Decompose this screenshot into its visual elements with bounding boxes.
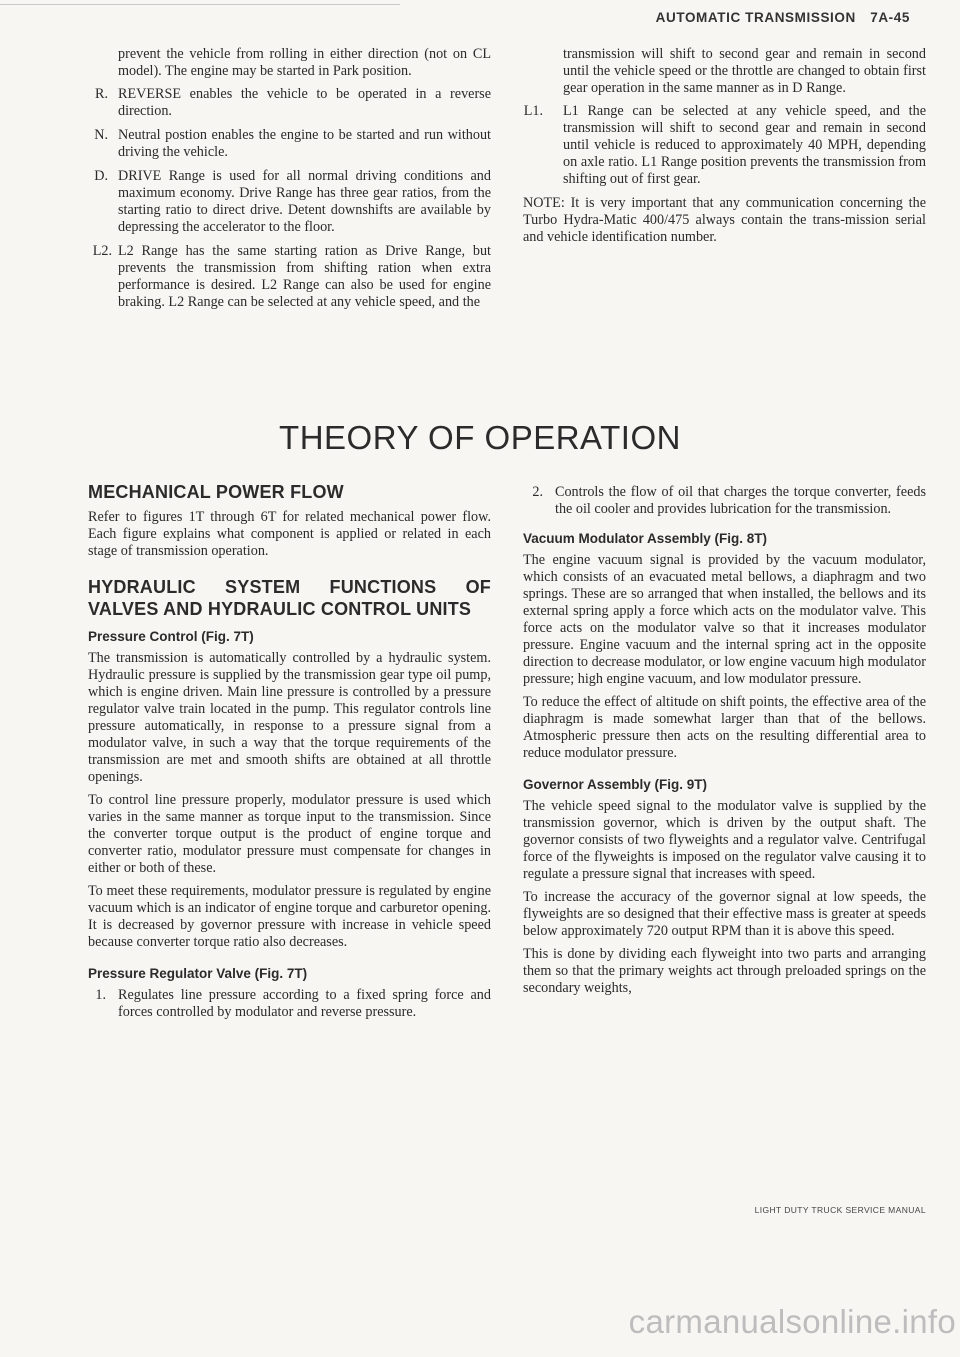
heading-mechanical-power-flow: MECHANICAL POWER FLOW (88, 482, 344, 502)
list-text: REVERSE enables the vehicle to be operated in a reverse direction. (118, 86, 491, 119)
section-title: THEORY OF OPERATION (279, 419, 681, 456)
list-label: R. (94, 86, 108, 102)
paragraph: This is done by dividing each flyweight into two parts and arranging them so that the primary weights act through preloaded springs on the secondary weights, (523, 946, 926, 996)
list-label: 2. (532, 484, 543, 500)
list-text: Regulates line pressure according to a fixed spring force and forces controlled by modulator and reverse pressure. (118, 987, 491, 1020)
list-label: N. (94, 127, 108, 143)
list-item-2 (523, 484, 926, 518)
header-title: AUTOMATIC TRANSMISSION (655, 10, 856, 25)
list-label: L2. (92, 243, 112, 259)
top-rule (0, 4, 400, 5)
list-text: Neutral postion enables the engine to be started and run without driving the vehicle. (118, 127, 491, 160)
paragraph: To meet these requirements, modulator pressure is regulated by engine vacuum which is an indicator of engine torque and carburetor opening. It is decreased by governor pressure with increase in vehicle speed because converter torque ratio also decreases. (88, 883, 491, 950)
lower-left-column (88, 481, 491, 1028)
list-item-reverse (88, 86, 491, 120)
paragraph: Refer to figures 1T through 6T for related mechanical power flow. Each figure explains what component is applied or related in each stage of transmission operation. (88, 509, 491, 559)
paragraph: The engine vacuum signal is provided by the vacuum modulator, which consists of an evacuated metal bellows, a diaphragm and two springs. These are so arranged that when installed, the bellows and its external spring apply a force which acts on the modulator valve. This force acts on the modulator valve so that it increases modulator pressure. Engine vacuum and the internal spring act in the opposite direction to decrease modulator, or low engine vacuum high modulator pressure; high engine vacuum, and low modulator pressure. (523, 552, 926, 687)
list-item-l2 (88, 243, 491, 311)
paragraph: The transmission is automatically controlled by a hydraulic system. Hydraulic pressure is supplied by the transmission gear type oil pump, which is engine driven. Main line pressure is controlled by a pressure regulator valve train located in the pump. This regulator controls line pressure automatically, in response to a pressure signal from a modulator valve, in such a way that the torque requirements of the transmission are met and smooth shifts are obtained at all throttle openings. (88, 650, 491, 785)
list-label: D. (94, 168, 108, 184)
serial-note: NOTE: It is very important that any communication concerning the Turbo Hydra-Matic 400/475 always contain the trans-mission serial and vehicle identification number. (523, 195, 926, 245)
list-text: Controls the flow of oil that charges the torque converter, feeds the oil cooler and provides lubrication for the transmission. (555, 484, 926, 517)
paragraph: To control line pressure properly, modulator pressure is used which varies in the same manner as torque input to the transmission. Since the converter torque output is the product of engine torque and converter ratio, modulator pressure must compensate for changes in either or both of these. (88, 792, 491, 876)
footer-manual-title: LIGHT DUTY TRUCK SERVICE MANUAL (754, 1205, 926, 1215)
list-label: L1. (523, 103, 543, 119)
list-item-neutral (88, 127, 491, 161)
top-left-column (88, 46, 491, 318)
list-text: DRIVE Range is used for all normal driving conditions and maximum economy. Drive Range has three gear ratios, from the starting ratio to direct drive. Detent downshifts are available by depressing the accelerator to the floor. (118, 168, 491, 235)
watermark: carmanualsonline.info (628, 1303, 956, 1340)
park-continuation: prevent the vehicle from rolling in either direction (not on CL model). The engine may be started in Park position. (118, 46, 491, 79)
top-right-column (523, 46, 926, 252)
list-item-1 (88, 987, 491, 1021)
l2-continuation: transmission will shift to second gear and remain in second until the vehicle speed or the throttle are changed to obtain first gear operation in the same manner as in D Range. (563, 46, 926, 96)
paragraph: To increase the accuracy of the governor signal at low speeds, the flyweights are so designed that their effective mass is greater at speeds below approximately 720 output RPM than it is above this speed. (523, 889, 926, 939)
heading-vacuum-modulator: Vacuum Modulator Assembly (Fig. 8T) (523, 531, 768, 546)
paragraph: To reduce the effect of altitude on shift points, the effective area of the diaphragm is made somewhat larger than that of the bellows. Atmospheric pressure then acts on the resulting differential area to reduce modulator pressure. (523, 694, 926, 761)
list-text: L2 Range has the same starting ration as Drive Range, but prevents the transmission from shifting ration when extra performance is desired. L2 Range can also be used for engine braking. L2 Range can be selected at any vehicle speed, and the (118, 243, 491, 310)
page-header (656, 10, 910, 25)
list-text: L1 Range can be selected at any vehicle speed, and the transmission will shift to second gear and remain in second until vehicle is reduced to approximately 40 MPH, depending on axle ratio. L1 Range position prevents the transmission from shifting out of first gear. (563, 103, 926, 187)
page-number: 7A-45 (870, 10, 910, 25)
heading-pressure-control: Pressure Control (Fig. 7T) (88, 629, 254, 644)
list-item-l1 (523, 103, 926, 188)
list-label: 1. (95, 987, 106, 1003)
heading-hydraulic-system: HYDRAULIC SYSTEM FUNCTIONS OF VALVES AND HYDRAULIC CONTROL UNITS (88, 577, 491, 619)
paragraph: The vehicle speed signal to the modulator valve is supplied by the transmission governor, which is driven by the output shaft. The governor consists of two flyweights and a regulator valve. Centrifugal force of the flyweights is imposed on the regulator valve causing it to regulate a pressure signal that increases with speed. (523, 798, 926, 882)
heading-pressure-regulator-valve: Pressure Regulator Valve (Fig. 7T) (88, 966, 308, 981)
heading-governor-assembly: Governor Assembly (Fig. 9T) (523, 777, 708, 792)
lower-right-column (523, 484, 926, 1003)
list-item-drive (88, 168, 491, 236)
